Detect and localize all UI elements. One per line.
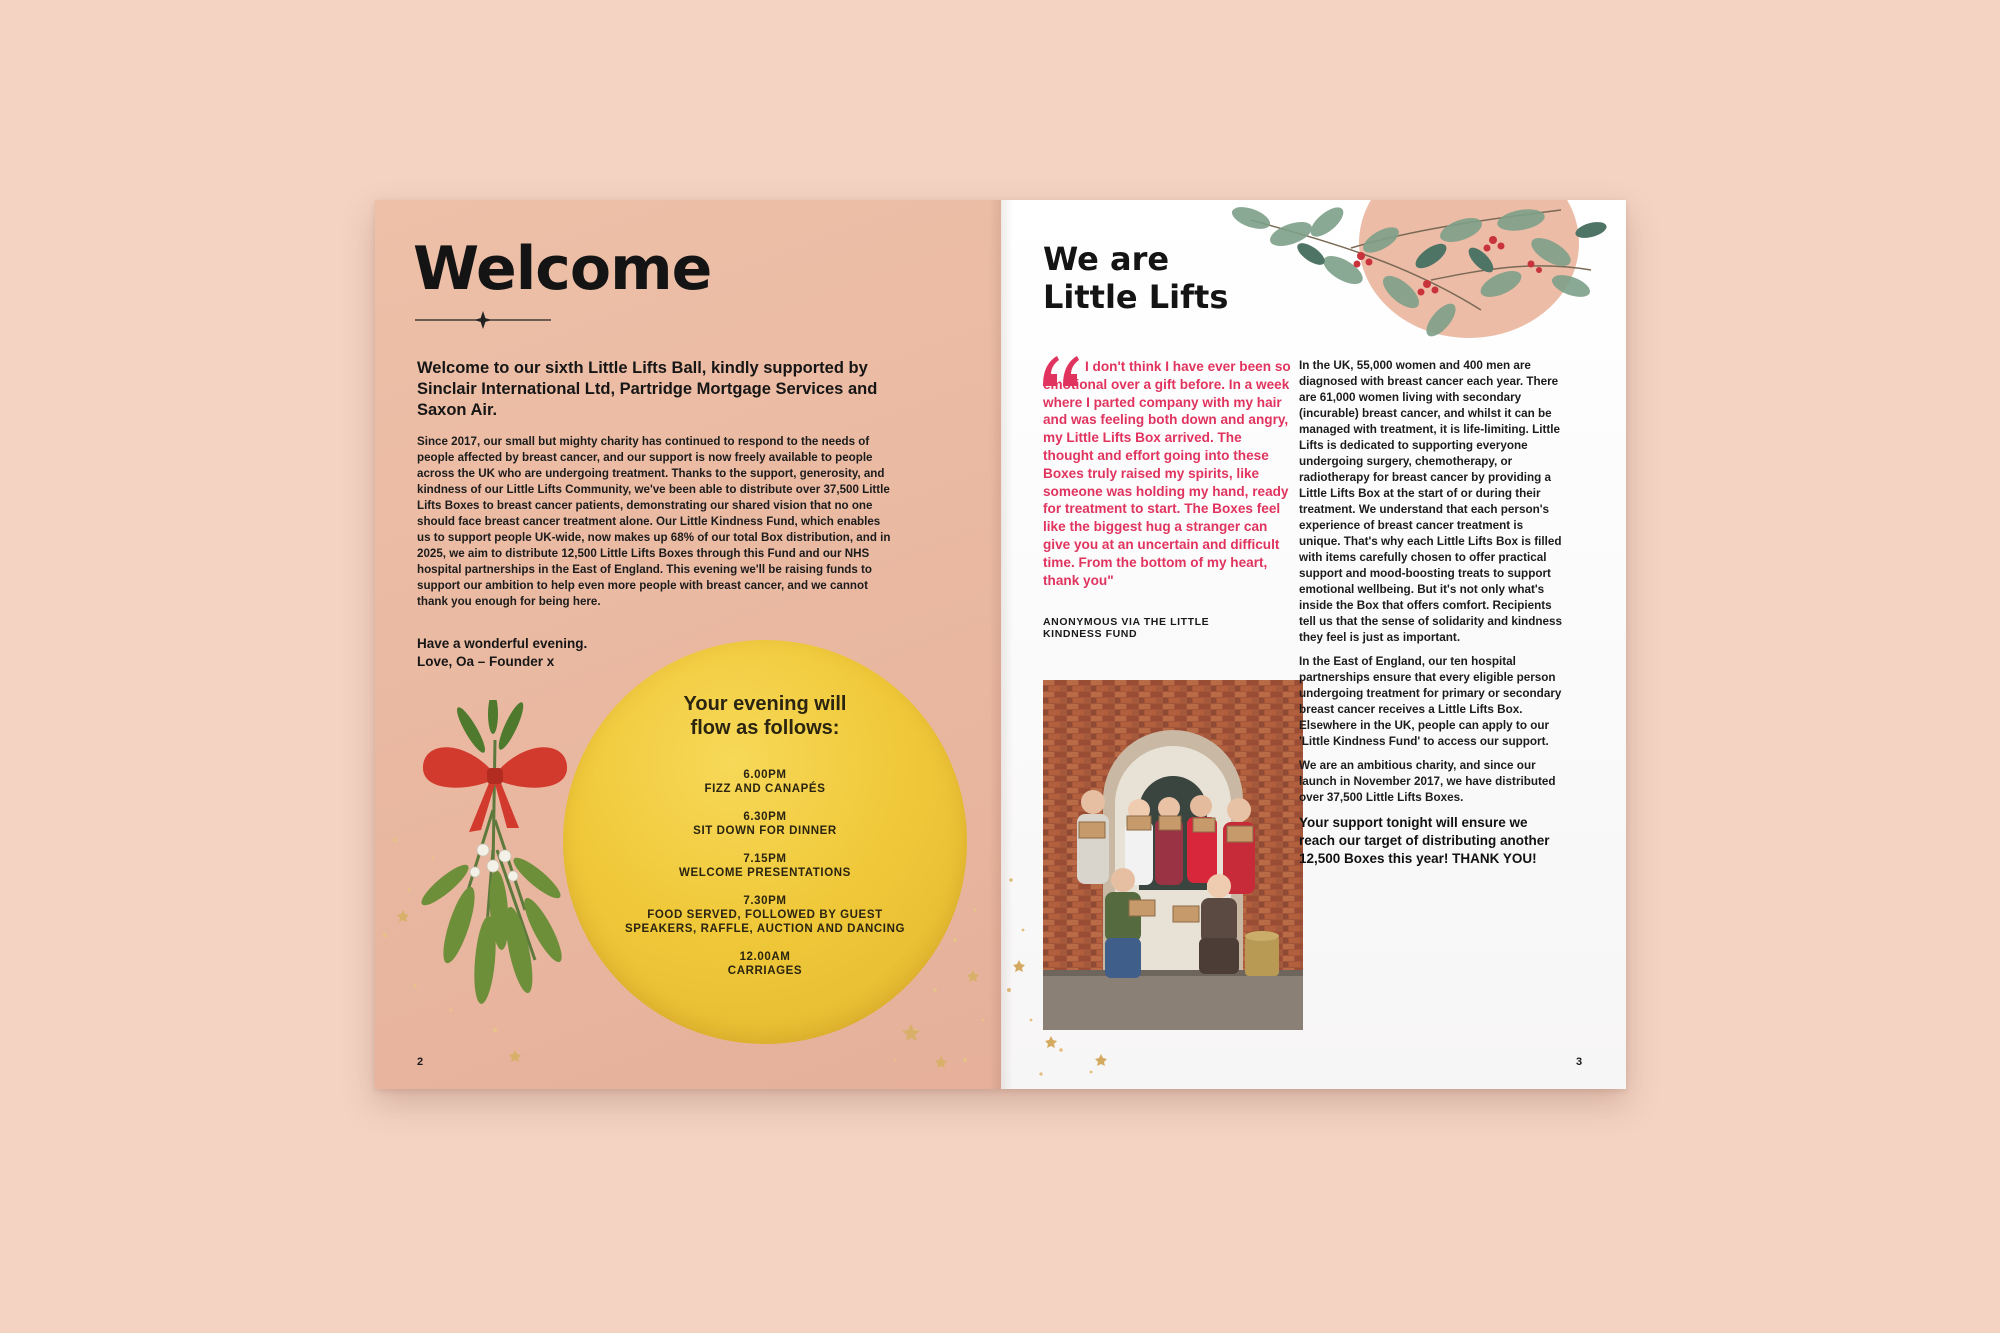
divider-star-icon [415,308,551,332]
section-title-line: Little Lifts [1043,278,1229,316]
schedule-title [625,692,905,740]
schedule-time: 7.30PM [743,895,787,907]
schedule-item [615,950,915,978]
closing-statement: Your support tonight will ensure we reach our target of distributing another 12,500 Boxes this year! THANK YOU! [1299,815,1550,866]
quote-attribution: ANONYMOUS VIA THE LITTLE KINDNESS FUND [1043,616,1210,640]
schedule-title-line: Your evening will [683,693,847,715]
intro-text: Welcome to our sixth Little Lifts Ball, kindly supported by Sinclair International Ltd, Partridge Mortgage Services and Saxon Air. [417,359,878,419]
schedule-time: 7.15PM [743,853,787,865]
right-page [1001,200,1626,1089]
schedule-event: CARRIAGES [727,965,803,977]
signoff-line: Have a wonderful evening. [417,636,588,651]
paragraph: In the UK, 55,000 women and 400 men are diagnosed with breast cancer each year. There are 61,000 women living with secondary (incurable) breast cancer, and whilst it can be managed with treatment, it is life-limiting. Little Lifts is dedicated to supporting everyone undergoing surgery, chemotherapy, or radiotherapy for breast cancer by providing a Little Lifts Box at the start of or during their treatment. We understand that each person's experience of breast cancer treatment is unique. That's why each Little Lifts Box is filled with items carefully chosen to offer practical support and mood-boosting treats to support emotional wellbeing. But it's not only what's inside the Box that offers comfort. Recipients tell us that the sense of solidarity and kindness they feel is just as important. [1299,359,1563,644]
page-title: Welcome [413,234,712,304]
body-column [1299,358,1565,876]
brochure-spread [375,200,1626,1089]
schedule-time: 6.30PM [743,811,787,823]
body-text: Since 2017, our small but mighty charity has continued to respond to the needs of people affected by breast cancer, and our support is now freely available to people across the UK who are undergoing treatment. Thanks to the support, generosity, and kindness of our Little Lifts Community, we've been able to distribute over 37,500 Little Lifts Boxes to breast cancer patients, demonstrating our shared vision that no one should face breast cancer treatment alone. Our Little Kindness Fund, which enables us to support people UK-wide, now makes up 68% of our total Box distribution, and in 2025, we aim to distribute 12,500 Little Lifts Boxes through this Fund and our NHS hospital partnerships in the East of England. This evening we'll be raising funds to support our ambition to help even more people with breast cancer, and we cannot thank you enough for being here. [417,435,891,608]
schedule-item [615,768,915,796]
schedule-item [615,810,915,838]
schedule-time: 12.00AM [739,951,791,963]
schedule-list [615,768,915,992]
schedule-time: 6.00PM [743,769,787,781]
mistletoe-illustration [415,700,585,1020]
section-title [1043,240,1303,316]
paragraph: We are an ambitious charity, and since our launch in November 2017, we have distributed over 37,500 Little Lifts Boxes. [1299,759,1556,804]
schedule-item [615,852,915,880]
left-page [375,200,1001,1089]
signoff-signature: Love, Oa – Founder x [417,654,555,669]
section-title-line: We are [1043,240,1170,278]
testimonial-quote: I don't think I have ever been so emotional over a gift before. In a week where I parted company with my hair and was feeling both down and angry, my Little Lifts Box arrived. The thought and effort going into these Boxes truly raised my spirits, like someone was holding my hand, ready for treatment to start. The Boxes feel like the biggest hug a stranger can give you at an uncertain and difficult time. From the bottom of my heart, thank you" [1043,359,1291,588]
schedule-event: WELCOME PRESENTATIONS [679,867,851,879]
schedule-event: FOOD SERVED, FOLLOWED BY GUEST SPEAKERS, RAFFLE, AUCTION AND DANCING [624,909,906,935]
page-number: 3 [1576,1056,1583,1068]
schedule-title-line: flow as follows: [690,717,840,739]
schedule-event: SIT DOWN FOR DINNER [693,825,837,837]
paragraph: In the East of England, our ten hospital partnerships ensure that every eligible person undergoing treatment for primary or secondary breast cancer receives a Little Lifts Box. Elsewhere in the UK, people can apply to our 'Little Kindness Fund' to access our support. [1299,655,1562,748]
schedule-event: FIZZ AND CANAPÉS [704,783,826,795]
page-number: 2 [417,1056,424,1068]
schedule-item [615,894,915,936]
sparkle-decoration [1001,840,1201,1089]
